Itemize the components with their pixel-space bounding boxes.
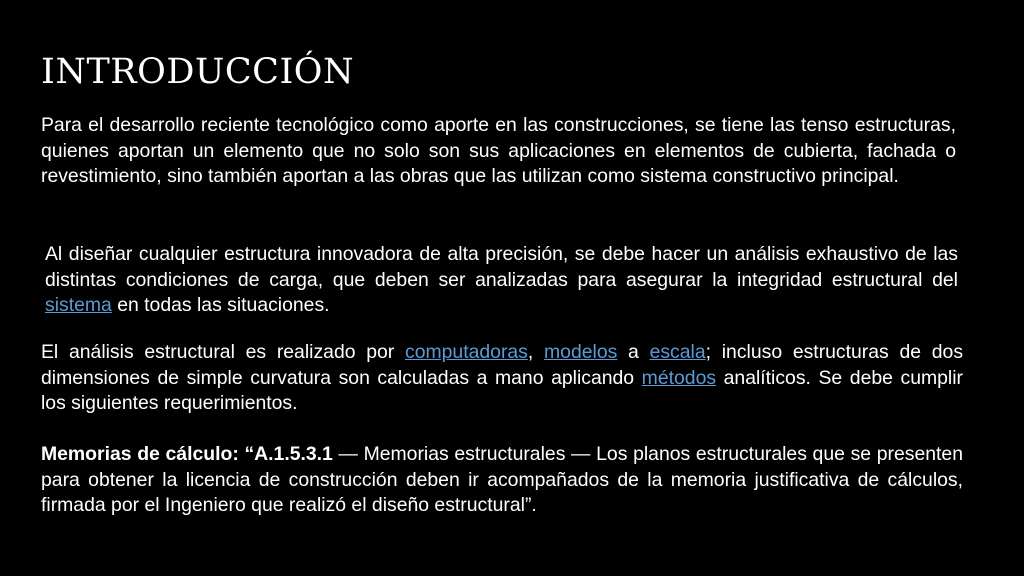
slide-title: INTRODUCCIÓN [41,52,355,92]
link-metodos[interactable]: métodos [641,366,717,389]
design-paragraph [45,242,958,319]
design-paragraph-text: Al diseñar cualquier estructura innovadora de alta precisión, se debe hacer un análisis exhaustivo de las distintas condiciones de carga, que deben ser analizadas para asegurar la integridad estructural del [45,243,958,291]
requirements-text: — Memorias estructurales — Los planos estructurales que se presenten para obtener la licencia de construcción deben ir acompañados de la memoria justificativa de cálculos, firmada por el Ingeniero que realizó el diseño estructural”. [41,443,963,517]
intro-paragraph-text: Para el desarrollo reciente tecnológico como aporte en las construcciones, se tiene las tenso estructuras, quienes aportan un elemento que no solo son sus aplicaciones en elementos de cubierta, fachada o revestimiento, sino también aportan a las obras que las utilizan como sistema constructivo principal. [41,114,956,188]
intro-paragraph [41,113,956,190]
link-sistema[interactable]: sistema [45,294,112,317]
link-computadoras[interactable]: computadoras [405,341,528,363]
analysis-text-5: analíticos. Se debe cumplir los siguientes requerimientos. [41,366,963,415]
design-paragraph-text-end: en todas las situaciones. [111,294,330,317]
analysis-text-1: El análisis estructural es realizado por [41,341,405,363]
link-modelos[interactable]: modelos [544,341,618,363]
analysis-paragraph [41,340,963,417]
analysis-text-4: ; incluso estructuras de dos dimensiones de simple curvatura son calculadas a mano aplicando [41,341,964,389]
requirements-paragraph [41,442,963,519]
link-escala[interactable]: escala [649,341,706,363]
analysis-text-3: a [617,341,650,363]
analysis-text-2: , [527,341,545,363]
requirements-bold-label: Memorias de cálculo: “A.1.5.3.1 [41,443,333,465]
